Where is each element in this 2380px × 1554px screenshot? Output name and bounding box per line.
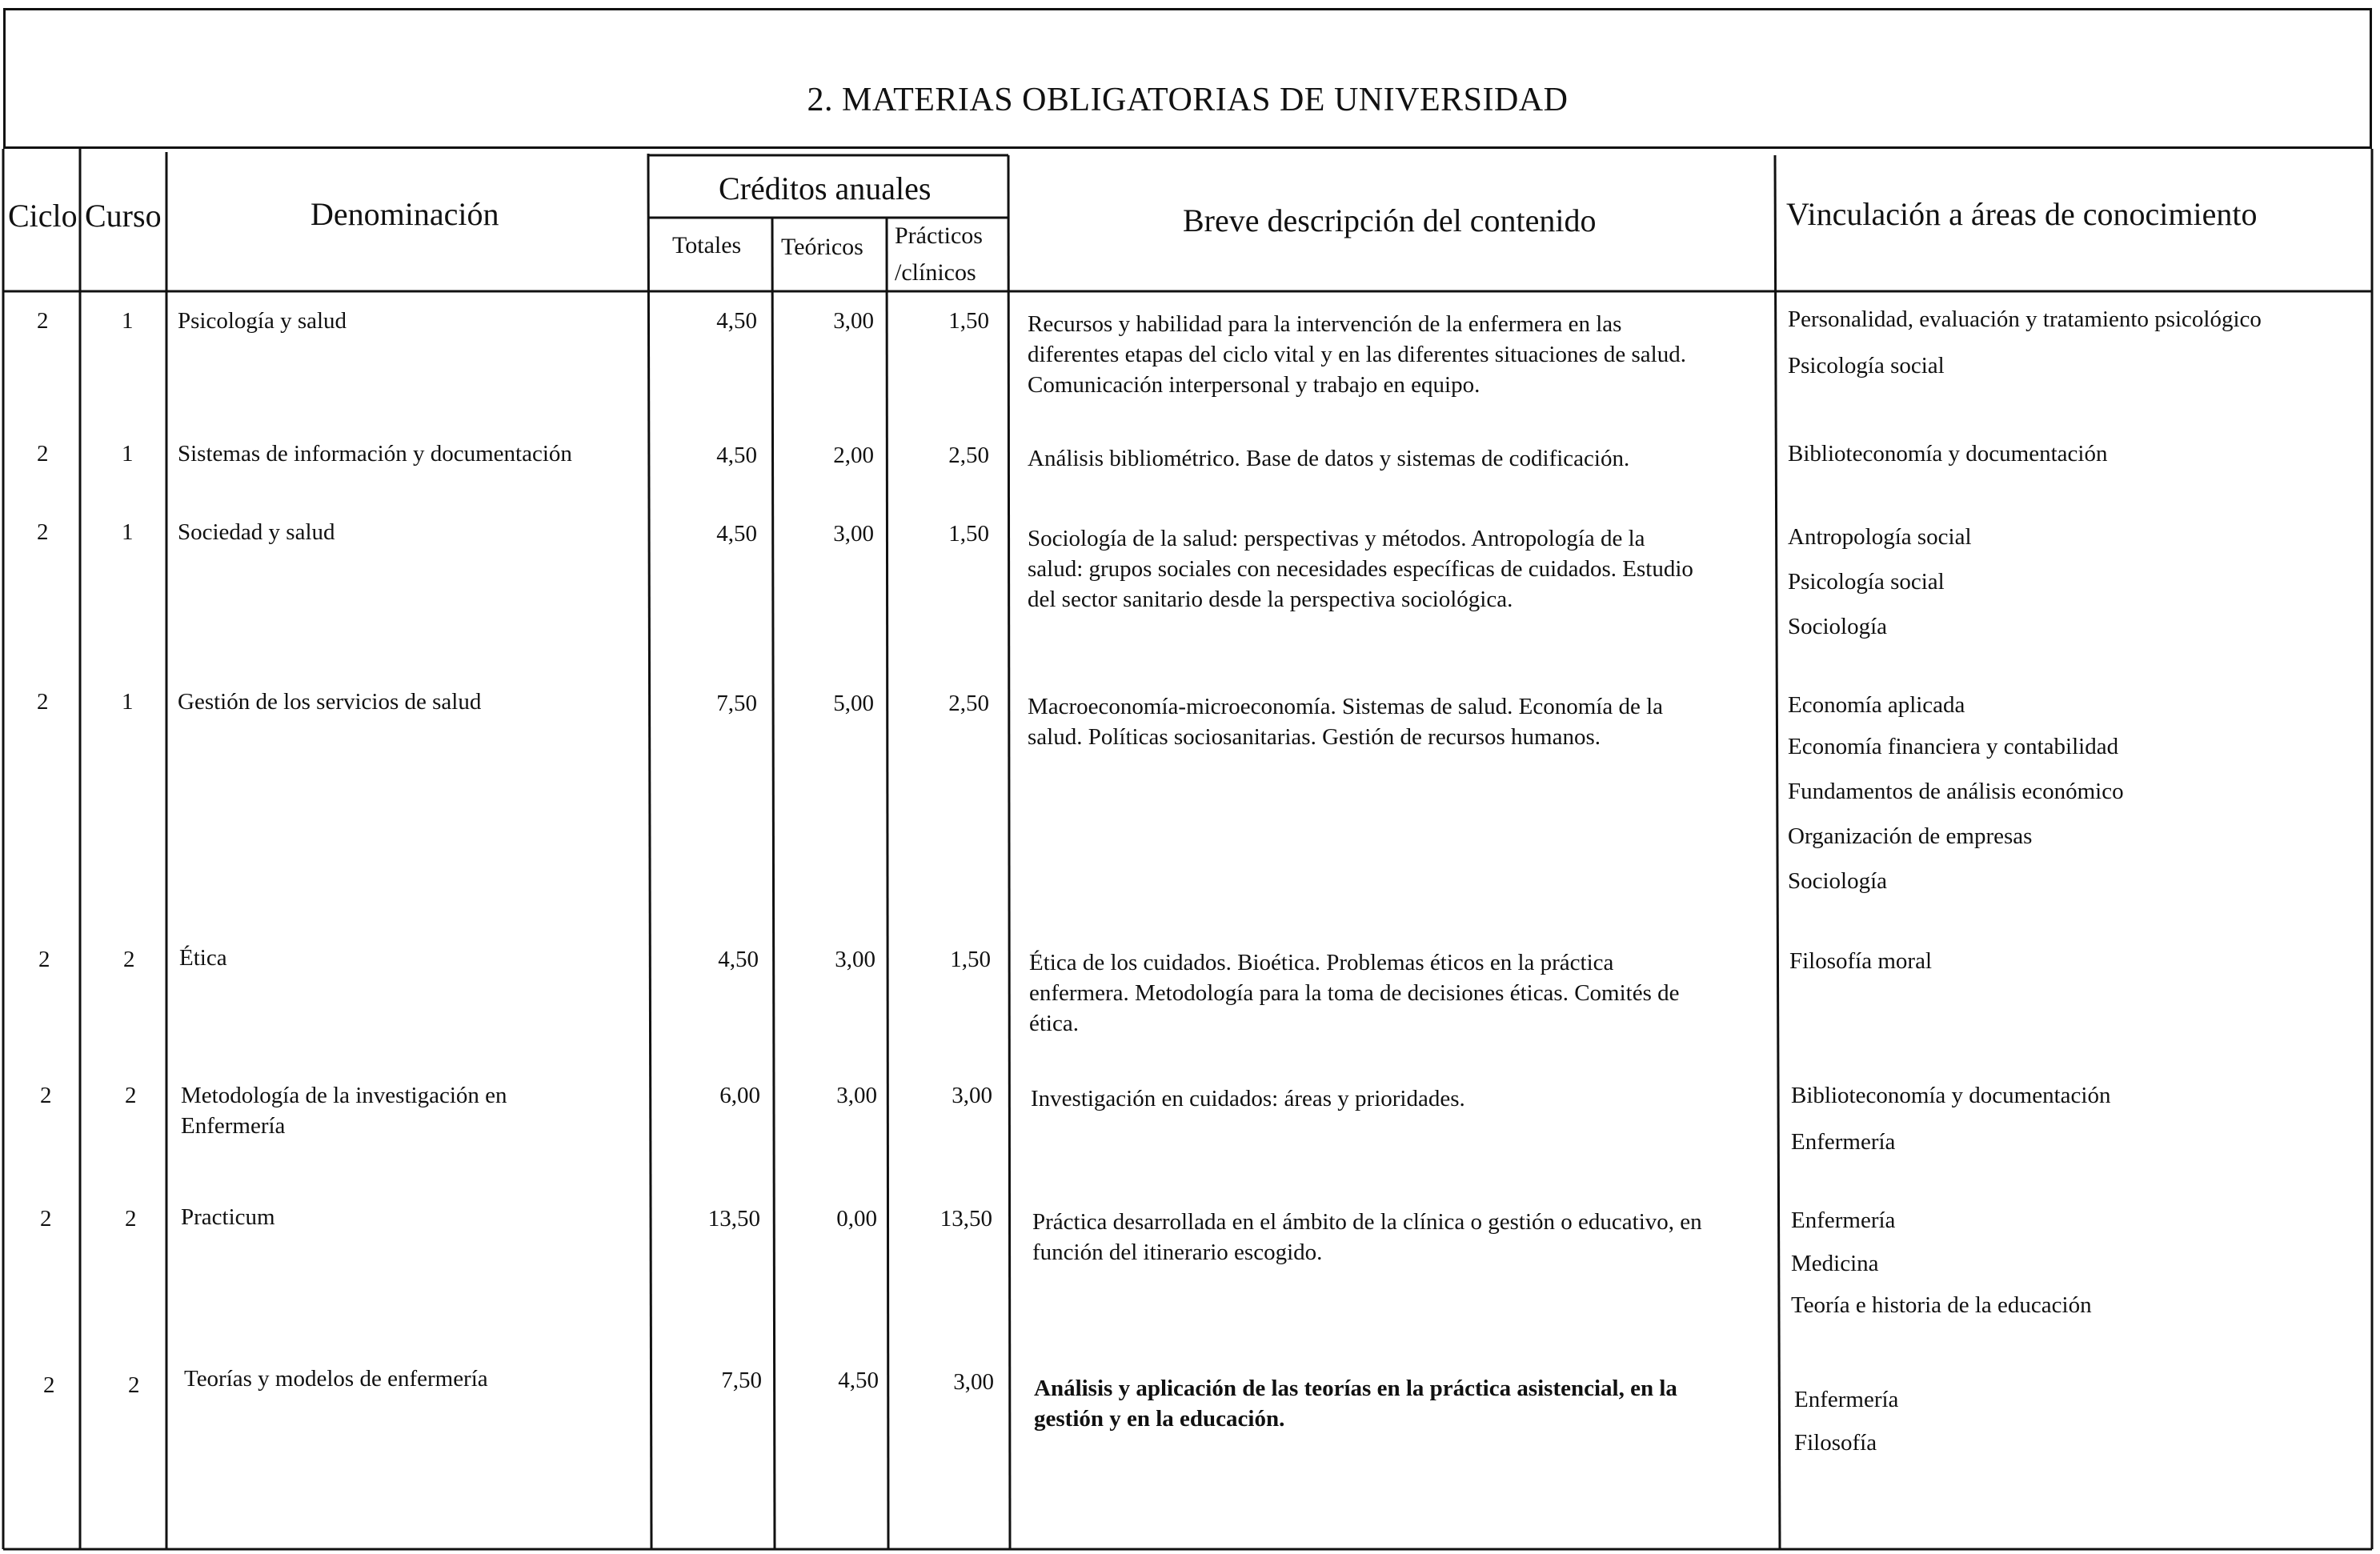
row-descripcion-line: salud: grupos sociales con necesidades específicas de cuidados. Estudio	[1028, 556, 1693, 582]
row-totales: 6,00	[719, 1083, 760, 1108]
row-denominacion: Psicología y salud	[178, 308, 347, 334]
row-practicos: 13,50	[940, 1206, 992, 1232]
row-practicos: 2,50	[948, 691, 989, 716]
row-area: Economía aplicada	[1788, 692, 1965, 718]
row-teoricos: 4,50	[838, 1368, 879, 1393]
row-ciclo: 2	[40, 1206, 52, 1232]
header-ciclo: Ciclo	[8, 198, 78, 234]
row-teoricos: 5,00	[833, 691, 874, 716]
row-area: Filosofía	[1794, 1430, 1877, 1456]
row-descripcion-line: Práctica desarrollada en el ámbito de la clínica o gestión o educativo, en	[1032, 1209, 1702, 1235]
row-totales: 4,50	[716, 521, 757, 547]
row-curso: 1	[122, 519, 134, 545]
row-ciclo: 2	[38, 947, 50, 972]
row-denominacion: Sociedad y salud	[178, 519, 335, 545]
row-practicos: 3,00	[953, 1369, 994, 1395]
row-curso: 1	[122, 308, 134, 334]
row-area: Personalidad, evaluación y tratamiento psicológico	[1788, 306, 2262, 332]
row-descripcion-line: diferentes etapas del ciclo vital y en las diferentes situaciones de salud.	[1028, 342, 1686, 367]
row-ciclo: 2	[43, 1372, 55, 1398]
row-descripcion-line: gestión y en la educación.	[1034, 1406, 1285, 1432]
row-area: Enfermería	[1794, 1387, 1899, 1412]
row-totales: 4,50	[716, 308, 757, 334]
row-area: Antropología social	[1788, 524, 1972, 550]
row-area: Economía financiera y contabilidad	[1788, 734, 2119, 759]
title-box	[3, 8, 2372, 149]
row-descripcion-line: Comunicación interpersonal y trabajo en equipo.	[1028, 372, 1480, 398]
row-totales: 4,50	[716, 443, 757, 468]
row-area: Sociología	[1788, 868, 1888, 894]
row-area: Teoría e historia de la educación	[1791, 1292, 2092, 1318]
row-totales: 13,50	[707, 1206, 760, 1232]
header-clinicos: /clínicos	[895, 259, 976, 286]
row-teoricos: 0,00	[836, 1206, 877, 1232]
row-curso: 1	[122, 689, 134, 715]
row-denominacion: Sistemas de información y documentación	[178, 441, 572, 467]
row-denominacion: Ética	[179, 945, 227, 971]
row-descripcion-line: función del itinerario escogido.	[1032, 1240, 1323, 1265]
row-area: Psicología social	[1788, 569, 1945, 595]
header-curso: Curso	[85, 198, 162, 234]
row-area: Filosofía moral	[1789, 948, 1933, 974]
row-ciclo: 2	[37, 441, 49, 467]
row-teoricos: 3,00	[835, 947, 875, 972]
row-practicos: 1,50	[950, 947, 991, 972]
header-creditos-anuales: Créditos anuales	[719, 170, 932, 206]
row-practicos: 1,50	[948, 521, 989, 547]
row-denominacion: Practicum	[181, 1204, 275, 1230]
row-area: Organización de empresas	[1788, 823, 2033, 849]
row-teoricos: 3,00	[836, 1083, 877, 1108]
row-descripcion-line: Análisis bibliométrico. Base de datos y sistemas de codificación.	[1028, 446, 1630, 471]
row-ciclo: 2	[37, 519, 49, 545]
header-teoricos: Teóricos	[781, 234, 863, 260]
row-denominacion: Teorías y modelos de enfermería	[184, 1366, 488, 1392]
row-practicos: 3,00	[952, 1083, 992, 1108]
row-descripcion-line: salud. Políticas sociosanitarias. Gestión de recursos humanos.	[1028, 724, 1601, 750]
row-descripcion-line: ética.	[1029, 1011, 1079, 1036]
row-teoricos: 2,00	[833, 443, 874, 468]
row-ciclo: 2	[40, 1083, 52, 1108]
document-title: 2. MATERIAS OBLIGATORIAS DE UNIVERSIDAD	[807, 82, 1569, 118]
row-totales: 7,50	[716, 691, 757, 716]
row-descripcion-line: Ética de los cuidados. Bioética. Problemas éticos en la práctica	[1029, 950, 1614, 975]
row-descripcion-line: Macroeconomía-microeconomía. Sistemas de salud. Economía de la	[1028, 694, 1664, 719]
row-totales: 7,50	[721, 1368, 762, 1393]
row-practicos: 1,50	[948, 308, 989, 334]
row-area: Biblioteconomía y documentación	[1791, 1083, 2111, 1108]
row-area: Biblioteconomía y documentación	[1788, 441, 2108, 467]
row-denominacion: Enfermería	[181, 1113, 286, 1139]
header-totales: Totales	[672, 232, 742, 258]
row-ciclo: 2	[37, 689, 49, 715]
row-descripcion-line: del sector sanitario desde la perspectiva sociológica.	[1028, 587, 1513, 612]
row-area: Psicología social	[1788, 353, 1945, 378]
row-descripcion-line: Análisis y aplicación de las teorías en la práctica asistencial, en la	[1034, 1376, 1677, 1401]
row-curso: 2	[125, 1206, 137, 1232]
row-descripcion-line: Investigación en cuidados: áreas y prioridades.	[1031, 1086, 1465, 1111]
row-denominacion: Gestión de los servicios de salud	[178, 689, 482, 715]
row-area: Enfermería	[1791, 1129, 1896, 1155]
row-descripcion-line: Recursos y habilidad para la intervención de la enfermera en las	[1028, 311, 1622, 337]
row-curso: 2	[123, 947, 135, 972]
header-denominacion: Denominación	[311, 196, 499, 232]
header-descripcion: Breve descripción del contenido	[1183, 202, 1597, 238]
header-vinculacion: Vinculación a áreas de conocimiento	[1786, 196, 2258, 232]
row-area: Fundamentos de análisis económico	[1788, 779, 2124, 804]
row-area: Enfermería	[1791, 1208, 1896, 1233]
row-teoricos: 3,00	[833, 308, 874, 334]
row-descripcion-line: enfermera. Metodología para la toma de decisiones éticas. Comités de	[1029, 980, 1680, 1006]
row-curso: 1	[122, 441, 134, 467]
row-descripcion-line: Sociología de la salud: perspectivas y métodos. Antropología de la	[1028, 526, 1645, 551]
row-area: Sociología	[1788, 614, 1888, 639]
row-teoricos: 3,00	[833, 521, 874, 547]
header-practicos: Prácticos	[895, 222, 983, 249]
row-curso: 2	[125, 1083, 137, 1108]
row-practicos: 2,50	[948, 443, 989, 468]
row-curso: 2	[128, 1372, 140, 1398]
row-area: Medicina	[1791, 1251, 1879, 1276]
row-totales: 4,50	[718, 947, 759, 972]
row-ciclo: 2	[37, 308, 49, 334]
row-denominacion: Metodología de la investigación en	[181, 1083, 507, 1108]
